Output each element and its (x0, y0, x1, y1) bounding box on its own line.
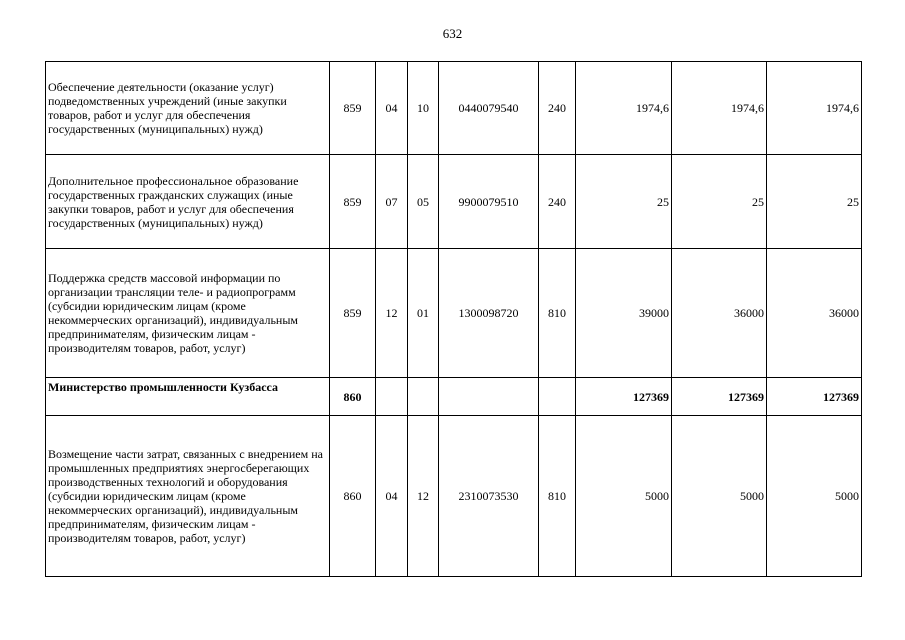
subsection-code: 10 (408, 62, 439, 155)
amount-3: 25 (767, 155, 862, 249)
amount-2: 1974,6 (672, 62, 767, 155)
amount-1: 39000 (576, 249, 672, 378)
expense-type-code (539, 378, 576, 416)
section-code: 04 (376, 62, 408, 155)
ministry-code: 859 (330, 62, 376, 155)
amount-2: 5000 (672, 416, 767, 577)
row-description: Возмещение части затрат, связанных с внедрением на промышленных предприятиях энергосберегающих производственных технологий и оборудования (субсидии юридическим лицам (кроме некоммерческих организаций), индивидуальным предпринимателям, физическим лицам - производителям товаров, работ, услуг) (46, 416, 330, 577)
target-article-code: 1300098720 (439, 249, 539, 378)
table-row (46, 249, 862, 378)
ministry-code: 859 (330, 155, 376, 249)
amount-3: 5000 (767, 416, 862, 577)
subsection-code: 12 (408, 416, 439, 577)
section-code: 07 (376, 155, 408, 249)
target-article-code: 0440079540 (439, 62, 539, 155)
expense-type-code: 810 (539, 249, 576, 378)
section-code: 04 (376, 416, 408, 577)
amount-1: 1974,6 (576, 62, 672, 155)
table-row (46, 155, 862, 249)
amount-2: 127369 (672, 378, 767, 416)
amount-3: 127369 (767, 378, 862, 416)
amount-3: 1974,6 (767, 62, 862, 155)
target-article-code (439, 378, 539, 416)
table-row (46, 62, 862, 155)
amount-1: 5000 (576, 416, 672, 577)
amount-3: 36000 (767, 249, 862, 378)
ministry-code: 859 (330, 249, 376, 378)
row-description: Обеспечение деятельности (оказание услуг) подведомственных учреждений (иные закупки товаров, работ и услуг для обеспечения государственных (муниципальных) нужд) (46, 62, 330, 155)
section-code: 12 (376, 249, 408, 378)
subsection-code: 05 (408, 155, 439, 249)
budget-table (45, 61, 862, 577)
target-article-code: 2310073530 (439, 416, 539, 577)
row-description: Дополнительное профессиональное образование государственных гражданских служащих (иные закупки товаров, работ и услуг для обеспечения государственных (муниципальных) нужд) (46, 155, 330, 249)
ministry-code: 860 (330, 378, 376, 416)
expense-type-code: 240 (539, 155, 576, 249)
amount-2: 25 (672, 155, 767, 249)
row-description: Поддержка средств массовой информации по организации трансляции теле- и радиопрограмм (субсидии юридическим лицам (кроме некоммерческих организаций), индивидуальным предпринимателям, физическим лицам - производителям товаров, работ, услуг) (46, 249, 330, 378)
expense-type-code: 240 (539, 62, 576, 155)
table-row (46, 416, 862, 577)
row-description: Министерство промышленности Кузбасса (46, 378, 330, 416)
amount-2: 36000 (672, 249, 767, 378)
subsection-code: 01 (408, 249, 439, 378)
amount-1: 25 (576, 155, 672, 249)
target-article-code: 9900079510 (439, 155, 539, 249)
ministry-code: 860 (330, 416, 376, 577)
amount-1: 127369 (576, 378, 672, 416)
subsection-code (408, 378, 439, 416)
expense-type-code: 810 (539, 416, 576, 577)
page-number: 632 (442, 26, 463, 41)
table-row-ministry-total (46, 378, 862, 416)
section-code (376, 378, 408, 416)
